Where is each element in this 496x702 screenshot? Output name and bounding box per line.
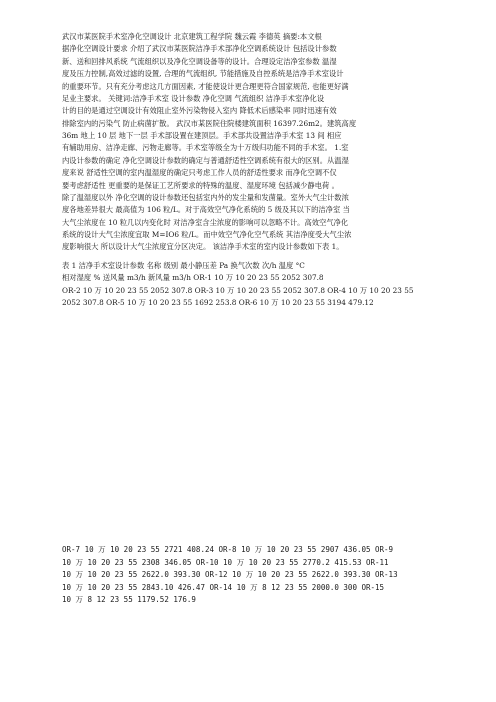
table-line: 10 万 8 12 23 55 1179.52 176.9: [62, 595, 196, 604]
text-line: 系统的设计大气尘浓度宜取 M=IO6 粒/L。而中效空气净化空气系统 其洁净度受大气尘浓: [62, 230, 352, 239]
table-line: 10 万 10 20 23 55 2308 346.05 OR-10 10 万 10 20 23 55 2770.2 415.53 OR-11: [62, 557, 389, 567]
text-line: 度来说 舒适性空调的室内温湿度的确定只考虑工作人员的舒适性要求 而净化空调不仅: [62, 168, 337, 178]
text-line: 除了温湿度以外 净化空调的设计参数还包括室内外的发尘量和发菌量。室外大气尘计数浓: [62, 192, 349, 202]
text-line: 的重要环节。只有充分考虑这几方面因素, 才能使设计更合理更符合国家规范, 也能更好满: [62, 81, 349, 91]
text-line: 度影响很大 所以设计大气尘浓度宜分区决定。 该洁净手术室的室内设计参数如下表 1。: [62, 242, 344, 252]
text-line: 武汉市某医院手术室净化空调设计 北京建筑工程学院 魏云霞 李德英 摘要:本文根: [62, 32, 322, 41]
text-line: 新、送和回排风系统 气流组织以及净化空调设备等的设计。合理设定洁净室参数 温湿: [62, 56, 337, 66]
text-line: 内设计参数的确定 净化空调设计参数的确定与普通舒适性空调系统有很大的区别。从温湿: [62, 155, 349, 165]
table-line: OR-2 10 万 10 20 23 55 2052 307.8 OR-3 10 万 10 20 23 55 2052 307.8 OR-4 10 万 10 20 23 55: [62, 285, 414, 295]
table-continuation: [62, 544, 440, 607]
text-line: 有辅助用房、洁净走廊、污物走廊等。手术室等级全为十万级归功能不同的手术室。 1.室: [62, 143, 349, 153]
text-line: 计的目的是通过空调设计有效阻止室外污染物侵入室内 降低术后感染率 同时迅速有效: [62, 106, 337, 116]
table-line: 2052 307.8 OR-5 10 万 10 20 23 55 1692 253.8 OR-6 10 万 10 20 23 55 3194 479.12: [62, 298, 374, 308]
text-line: 度及压力控制,高效过滤的设置, 合理的气流组织, 节能措施及自控系统是洁净手术室设计: [62, 69, 344, 79]
text-line: 大气尘浓度在 10 粒几以内变化时 对洁净室含尘浓度的影响可以忽略不计。高效空气净化: [62, 217, 349, 227]
text-line: 足业主要求。 关键词:洁净手术室 设计参数 净化空调 气流组织 洁净手术室净化设: [62, 93, 325, 103]
table-line: OR-7 10 万 10 20 23 55 2721 408.24 OR-8 10 万 10 20 23 55 2907 436.05 OR-9: [62, 545, 394, 554]
table-caption: 表 1 洁净手术室设计参数 名称 级别 最小静压差 Pa 换气次数 次/h 温度 °C: [62, 261, 305, 270]
table-line: 10 万 10 20 23 55 2843.10 426.47 OR-14 10 万 8 12 23 55 2000.0 300 OR-15: [62, 582, 385, 592]
table-1-text: [62, 260, 440, 310]
text-line: 要考虑舒适性 更重要的是保证工艺所要求的特殊的温度、湿度环境 包括减少静电荷 。: [62, 180, 339, 190]
text-line: 据净化空调设计要求 介绍了武汉市某医院洁净手术部净化空调系统设计 包括设计参数: [62, 44, 337, 54]
article-body: [62, 31, 440, 254]
table-line: 10 万 10 20 23 55 2622.0 393.30 OR-12 10 万 10 20 23 55 2622.0 393.30 OR-13: [62, 570, 398, 579]
text-line: 度各地差异很大 最高值为 106 粒/L。对于高效空气净化系统的 5 级及其以下的洁净室 当: [62, 205, 350, 215]
text-line: 排除室内的污染气 防止病菌扩散。 武汉市某医院住院楼建筑面积 16397.26m2。建筑高度: [62, 118, 357, 128]
text-line: 36m 地上 10 层 地下一层 手术部设置在建顶层。手术部共设置洁净手术室 13 间 相应: [62, 131, 342, 140]
table-line: 相对湿度 % 送风量 m3/h 新风量 m3/h OR-1 10 万 10 20 23 55 2052 307.8: [62, 273, 324, 283]
